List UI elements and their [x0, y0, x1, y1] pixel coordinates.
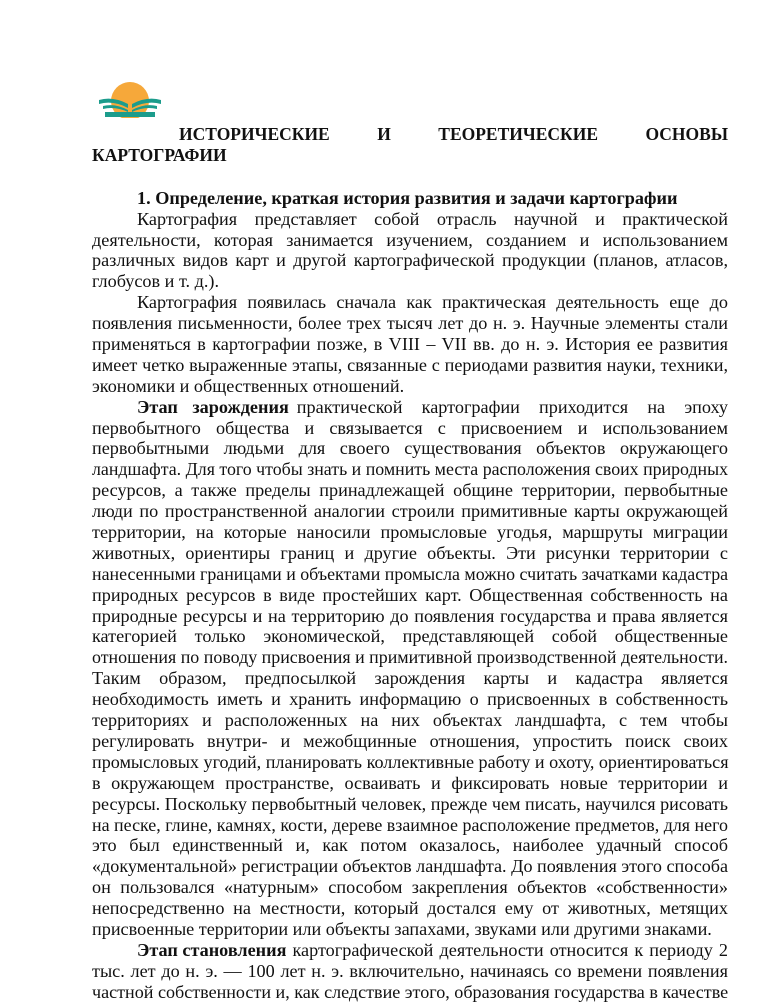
- text-line-rest: картографической деятельности относится к периоду 2: [292, 939, 728, 960]
- text-line: территориях и расположенных на них объектах ландшафта, с тем чтобы: [92, 710, 728, 731]
- text-line: первобытного общества и связывается с присвоением и использованием: [92, 417, 728, 438]
- text-line: различных видов карт и другой картографической продукции (планов, атласов,: [92, 250, 728, 271]
- text-line: животных, ориентиры границ и другие объекты. Эти рисунки территории с: [92, 542, 728, 563]
- text-line: появления письменности, более трех тысяч лет до н. э. Научные элементы стали: [92, 313, 728, 334]
- text-line: на песке, глине, камнях, кости, дереве взаимное расположение предметов, для него: [92, 814, 728, 835]
- open-book-sun-logo: [95, 82, 165, 127]
- title-word: ОСНОВЫ: [645, 124, 728, 144]
- text-line: [92, 397, 728, 418]
- text-line: природные ресурсы и на территорию до появления государства и права является: [92, 605, 728, 626]
- book-base-icon: [105, 112, 155, 117]
- text-line: деятельности, которая занимается изучением, созданием и использованием: [92, 229, 728, 250]
- bold-term: Этап зарождения: [137, 396, 289, 417]
- bold-term: Этап становления: [137, 939, 287, 960]
- text-line: ресурсы. Поскольку первобытный человек, прежде чем писать, научился рисовать: [92, 793, 728, 814]
- text-line: присвоенные территории или объекты запахами, звуками или другими знаками.: [92, 918, 712, 939]
- text-line: частной собственности и, как следствие этого, образования государства в качестве: [92, 981, 729, 1002]
- text-line: тыс. лет до н. э. — 100 лет н. э. включительно, начинаясь со времени появления: [92, 960, 728, 981]
- text-line: имеет четко выраженные этапы, связанные с периодами развития науки, техники,: [92, 354, 728, 375]
- text-line: «документальной» регистрации объектов ландшафта. До появления этого способа: [92, 856, 729, 877]
- text-line: регулировать внутри- и межобщинные отношения, упростить поиск своих: [92, 730, 728, 751]
- text-line: категорией только экономической, представляющей собой общественные: [92, 626, 728, 647]
- document-title-line-1: [92, 124, 728, 145]
- text-line: Таким образом, предпосылкой зарождения карты и кадастра является: [92, 668, 728, 689]
- text-line: [92, 940, 728, 961]
- text-line: применяться в картографии позже, в VIII – VII вв. до н. э. История ее развития: [92, 334, 728, 355]
- text-line: это был единственный и, как потом оказалось, наиболее удачный способ: [92, 835, 728, 856]
- text-line: промысловых угодий, планировать коллективные работу и охоту, ориентироваться: [92, 751, 729, 772]
- section-heading: 1. Определение, краткая история развития и задачи картографии: [137, 187, 678, 208]
- text-line: в окружающем пространстве, осваивать и фиксировать новые территории и: [92, 772, 728, 793]
- text-line: первобытными людьми для своего существования объектов окружающего: [92, 438, 728, 459]
- text-line: отношения по поводу присвоения и примитивной производственной деятельности.: [92, 647, 728, 668]
- text-line: ресурсов, а также пределы принадлежащей общине территории, первобытные: [92, 480, 728, 501]
- text-line-rest: практической картографии приходится на эпоху: [296, 396, 728, 417]
- text-line: он пользовался «натурным» способом закрепления объектов «собственности»: [92, 877, 728, 898]
- text-line: люди по пространственной аналогии строили примитивные карты окружающей: [92, 501, 728, 522]
- text-line: экономики и общественных отношений.: [92, 375, 405, 396]
- text-line: природных ресурсов в виде простейших карт. Общественная собственность на: [92, 584, 728, 605]
- text-line: территории, на которые наносили промысловые угодья, маршруты миграции: [92, 522, 728, 543]
- text-line: глобусов и т. д.).: [92, 271, 220, 292]
- text-line: непосредственно на местности, который достался ему от животных, метящих: [92, 898, 728, 919]
- title-word: ИСТОРИЧЕСКИЕ: [179, 124, 330, 144]
- text-line: необходимость иметь и хранить информацию о присвоенных в собственность: [92, 689, 728, 710]
- text-line: Картография представляет собой отрасль научной и практической: [137, 208, 728, 229]
- text-line: ландшафта. Для того чтобы знать и помнить места расположения своих природных: [92, 459, 729, 480]
- document-title-line-2: КАРТОГРАФИИ: [92, 144, 227, 165]
- text-line: Картография появилась сначала как практическая деятельность еще до: [137, 292, 728, 313]
- document-page: [92, 124, 728, 1003]
- title-word: ТЕОРЕТИЧЕСКИЕ: [438, 124, 598, 144]
- title-word: И: [377, 124, 391, 144]
- text-line: нанесенными границами и объектами промысла можно считать зачатками кадастра: [92, 563, 729, 584]
